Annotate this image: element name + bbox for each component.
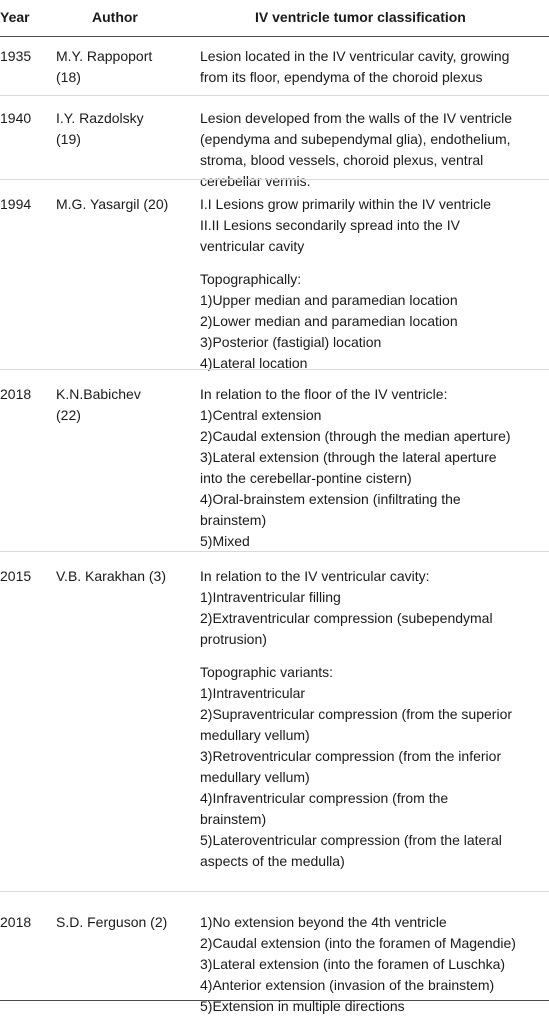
row-classification-line: 2)Caudal extension (into the foramen of Magendie) [200, 935, 516, 951]
row-classification-line: ventricular cavity [200, 238, 305, 254]
header-author: Author [92, 9, 138, 25]
table-bottom-border [0, 1000, 549, 1001]
row-classification-line: II.II Lesions secondarily spread into the IV [200, 217, 460, 233]
row-classification-line: aspects of the medulla) [200, 853, 345, 869]
row-classification-line: from its floor, ependyma of the choroid plexus [200, 69, 483, 85]
row-classification-line: Topographically: [200, 271, 302, 287]
header-year: Year [0, 9, 30, 25]
row-classification-line: 4)Oral-brainstem extension (infiltrating the [200, 491, 461, 507]
row-author: S.D. Ferguson (2) [56, 914, 168, 930]
row-classification-line: 4)Infraventricular compression (from the [200, 790, 449, 806]
row-classification-line: 3)Lateral extension (through the lateral aperture [200, 449, 497, 465]
row-classification-line: protrusion) [200, 631, 267, 647]
row-classification-line: 1)Intraventricular filling [200, 589, 341, 605]
row-classification-line: 1)No extension beyond the 4th ventricle [200, 914, 447, 930]
row-classification-line: medullary vellum) [200, 769, 310, 785]
row-divider [0, 891, 549, 892]
row-classification-line: 2)Extraventricular compression (subependymal [200, 610, 493, 626]
row-year: 1940 [0, 110, 32, 126]
row-classification-line: 2)Supraventricular compression (from the superior [200, 706, 513, 722]
row-classification-line: 4)Lateral location [200, 355, 308, 371]
row-classification-line: brainstem) [200, 512, 267, 528]
row-divider [0, 369, 549, 370]
row-author: (19) [56, 131, 81, 147]
row-classification-line: 5)Mixed [200, 533, 250, 549]
row-year: 1935 [0, 48, 32, 64]
row-classification-line: brainstem) [200, 811, 267, 827]
row-classification-line: 1)Upper median and paramedian location [200, 292, 458, 308]
row-author: I.Y. Razdolsky [56, 110, 144, 126]
row-classification-line: 3)Posterior (fastigial) location [200, 334, 382, 350]
row-divider [0, 551, 549, 552]
header-classification: IV ventricle tumor classification [255, 9, 466, 25]
row-classification-line: stroma, blood vessels, choroid plexus, ventral [200, 152, 484, 168]
row-author: (22) [56, 407, 81, 423]
row-classification-line: 5)Extension in multiple directions [200, 998, 405, 1014]
row-year: 2018 [0, 914, 32, 930]
row-classification-line: Topographic variants: [200, 664, 334, 680]
row-classification-line: Lesion located in the IV ventricular cavity, growing [200, 48, 510, 64]
row-author: (18) [56, 69, 81, 85]
row-year: 2018 [0, 386, 32, 402]
row-classification-line: 4)Anterior extension (invasion of the brainstem) [200, 977, 495, 993]
row-divider [0, 179, 549, 180]
row-classification-line: 2)Lower median and paramedian location [200, 313, 458, 329]
row-classification-line: In relation to the IV ventricular cavity: [200, 568, 430, 584]
row-author: V.B. Karakhan (3) [56, 568, 166, 584]
row-author: K.N.Babichev [56, 386, 141, 402]
row-classification-line: 3)Lateral extension (into the foramen of Luschka) [200, 956, 506, 972]
row-author: M.G. Yasargil (20) [56, 196, 169, 212]
row-classification-line: 5)Lateroventricular compression (from the lateral [200, 832, 502, 848]
row-divider [0, 95, 549, 96]
row-classification-line: cerebellar vermis. [200, 173, 311, 189]
row-author: M.Y. Rappoport [56, 48, 153, 64]
row-classification-line: Lesion developed from the walls of the IV ventricle [200, 110, 513, 126]
row-classification-line: 1)Central extension [200, 407, 322, 423]
row-classification-line: I.I Lesions grow primarily within the IV ventricle [200, 196, 491, 212]
row-classification-line: 1)Intraventricular [200, 685, 306, 701]
row-classification-line: (ependyma and subependymal glia), endothelium, [200, 131, 511, 147]
row-classification-line: into the cerebellar-pontine cistern) [200, 470, 412, 486]
row-classification-line: In relation to the floor of the IV ventricle: [200, 386, 448, 402]
table-header [0, 0, 549, 37]
row-classification-line: medullary vellum) [200, 727, 310, 743]
row-year: 1994 [0, 196, 32, 212]
row-classification-line: 3)Retroventricular compression (from the inferior [200, 748, 502, 764]
row-year: 2015 [0, 568, 32, 584]
row-classification-line: 2)Caudal extension (through the median aperture) [200, 428, 511, 444]
